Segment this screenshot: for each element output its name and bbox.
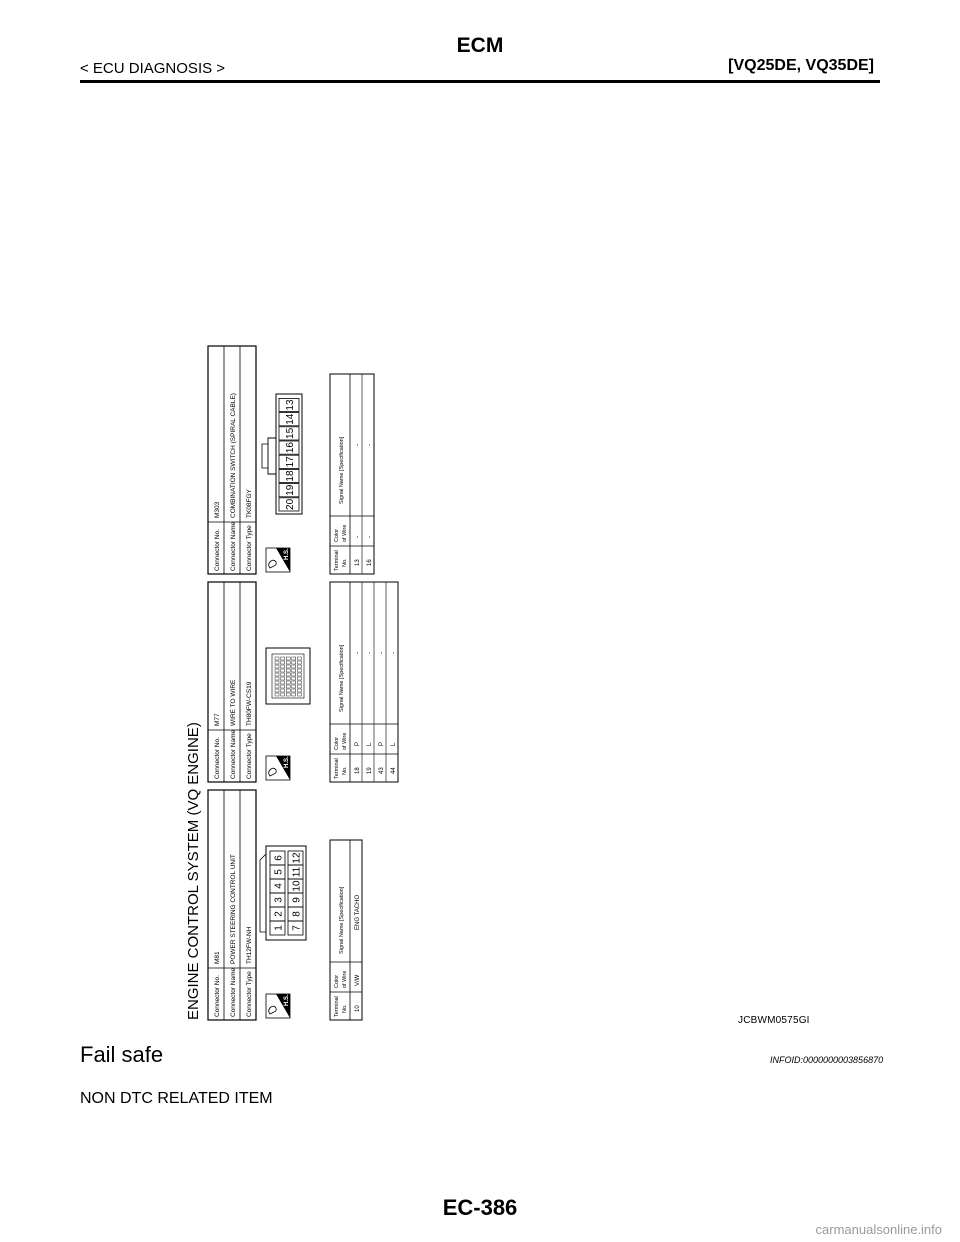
pin-number: 4: [273, 883, 285, 889]
cell-color: L: [367, 742, 373, 746]
connector-no-value: M77: [214, 713, 221, 726]
pin-slot: [292, 677, 296, 680]
connector-name-value: WIRE TO WIRE: [230, 679, 237, 726]
pin-slot: [297, 665, 301, 668]
pin-slot: [275, 673, 279, 676]
pin-slot: [292, 681, 296, 684]
th-terminal-2: No.: [342, 1004, 348, 1013]
hs-label: H.S.: [284, 756, 290, 768]
pin-slot: [297, 681, 301, 684]
connector-m77: [208, 582, 398, 782]
pin-slot: [297, 693, 301, 696]
pin-slot: [275, 669, 279, 672]
cell-signal: -: [367, 652, 373, 654]
pin-number: 16: [285, 442, 296, 454]
cell-signal: -: [355, 444, 361, 446]
cell-terminal: 10: [355, 1005, 361, 1012]
connector-name-value: POWER STEERING CONTROL UNIT: [230, 854, 237, 964]
pin-slot: [292, 673, 296, 676]
pin-number: 7: [291, 925, 303, 931]
cell-signal: -: [367, 444, 373, 446]
header-section: < ECU DIAGNOSIS >: [80, 60, 226, 77]
label-connector-no: Connector No.: [214, 529, 221, 571]
label-connector-no: Connector No.: [214, 737, 221, 779]
cell-signal: -: [379, 652, 385, 654]
th-signal: Signal Name [Specification]: [339, 436, 345, 504]
header-models: [VQ25DE, VQ35DE]: [728, 57, 874, 74]
pin-slot: [275, 689, 279, 692]
pin-number: 2: [273, 911, 285, 917]
info-id: INFOID:0000000003856870: [770, 1055, 884, 1065]
pin-slot: [286, 665, 290, 668]
cell-signal: -: [355, 652, 361, 654]
cell-color: -: [367, 536, 373, 538]
label-connector-no: Connector No.: [214, 975, 221, 1017]
pin-slot: [286, 657, 290, 660]
pin-number: 13: [285, 399, 296, 411]
watermark: carmanualsonline.info: [815, 1222, 942, 1237]
pin-number: 1: [273, 925, 285, 931]
pin-slot: [275, 693, 279, 696]
pin-number: 3: [273, 897, 285, 903]
pin-slot: [281, 657, 285, 660]
pin-slot: [286, 689, 290, 692]
pin-slot: [297, 669, 301, 672]
pin-slot: [286, 681, 290, 684]
pin-slot: [281, 665, 285, 668]
pin-slot: [292, 685, 296, 688]
pin-slot: [281, 685, 285, 688]
cell-terminal: 44: [391, 767, 397, 774]
page-header-title: ECM: [456, 34, 504, 57]
pin-number: 15: [285, 427, 296, 439]
pin-slot: [281, 669, 285, 672]
cell-color: P: [379, 741, 385, 746]
pin-number: 20: [285, 498, 296, 510]
cell-terminal: 43: [379, 767, 385, 774]
pin-number: 8: [291, 911, 303, 917]
th-color-1: Color: [334, 736, 340, 750]
connector-no-value: M303: [214, 501, 221, 518]
pin-face-m77: [266, 648, 310, 704]
th-terminal-1: Terminal: [334, 550, 340, 571]
pin-slot: [286, 669, 290, 672]
pin-number: 17: [285, 456, 296, 468]
pin-slot: [275, 681, 279, 684]
pin-slot: [297, 685, 301, 688]
pin-face-m81: [260, 846, 306, 940]
page-number: EC-386: [442, 1195, 518, 1220]
pin-slot: [297, 689, 301, 692]
pin-slot: [297, 673, 301, 676]
pin-table-m77: [330, 582, 398, 782]
pin-slot: [286, 685, 290, 688]
pin-slot: [281, 693, 285, 696]
header-rule: [80, 80, 880, 83]
pin-slot: [281, 673, 285, 676]
cell-terminal: 16: [367, 559, 373, 566]
pin-slot: [297, 661, 301, 664]
cell-terminal: 19: [367, 767, 373, 774]
th-color-1: Color: [334, 974, 340, 988]
pin-slot: [297, 657, 301, 660]
pin-slot: [281, 689, 285, 692]
th-signal: Signal Name [Specification]: [339, 886, 345, 954]
pin-face-m303: [262, 394, 302, 514]
cell-color: L: [391, 742, 397, 746]
section-title: Fail safe: [80, 1042, 164, 1067]
pin-slot: [286, 693, 290, 696]
pin-number: 10: [291, 880, 303, 892]
pin-slot: [275, 657, 279, 660]
pin-table-m81: [330, 840, 362, 1020]
cell-terminal: 18: [355, 767, 361, 774]
hs-label: H.S.: [284, 548, 290, 560]
connector-type-value: TH12FW-NH: [246, 926, 253, 964]
pin-number: 19: [285, 484, 296, 496]
cell-color: V/W: [355, 974, 361, 986]
pin-slot: [297, 677, 301, 680]
pin-number: 6: [273, 855, 285, 861]
pin-slot: [275, 661, 279, 664]
connector-m303: [208, 346, 374, 574]
pin-slot: [286, 677, 290, 680]
th-color-1: Color: [334, 528, 340, 542]
hs-badge: [266, 756, 290, 780]
th-terminal-2: No.: [342, 558, 348, 567]
pin-slot: [275, 665, 279, 668]
th-terminal-1: Terminal: [334, 996, 340, 1017]
pin-slot: [292, 661, 296, 664]
connector-no-value: M81: [214, 951, 221, 964]
th-color-2: of Wire: [342, 524, 348, 542]
cell-terminal: 13: [355, 559, 361, 566]
label-connector-name: Connector Name: [230, 521, 237, 571]
connector-diagram: [180, 320, 397, 1020]
connector-type-value: TK08FGY: [246, 489, 253, 518]
pin-slot: [292, 689, 296, 692]
hs-badge: [266, 548, 290, 572]
pin-slot: [281, 681, 285, 684]
connector-type-value: TH80FW-CS19: [246, 681, 253, 726]
section-text: NON DTC RELATED ITEM: [80, 1090, 273, 1107]
label-connector-name: Connector Name: [230, 967, 237, 1017]
pin-number: 12: [291, 852, 303, 864]
cell-signal: ENG TACHO: [355, 894, 361, 930]
th-signal: Signal Name [Specification]: [339, 644, 345, 712]
pin-slot: [292, 657, 296, 660]
pin-number: 9: [291, 897, 303, 903]
pin-number: 5: [273, 869, 285, 875]
pin-slot: [275, 677, 279, 680]
connector-name-value: COMBINATION SWITCH (SPIRAL CABLE): [230, 393, 237, 518]
pin-number: 18: [285, 470, 296, 482]
diagram-title: ENGINE CONTROL SYSTEM (VQ ENGINE): [185, 722, 202, 1020]
th-color-2: of Wire: [342, 732, 348, 750]
pin-number: 11: [291, 866, 303, 878]
cell-color: P: [355, 741, 361, 746]
pin-slot: [292, 665, 296, 668]
connector-m81: [208, 790, 362, 1020]
th-terminal-2: No.: [342, 766, 348, 775]
th-terminal-1: Terminal: [334, 758, 340, 779]
hs-label: H.S.: [284, 994, 290, 1006]
cell-signal: -: [391, 652, 397, 654]
label-connector-name: Connector Name: [230, 729, 237, 779]
pin-slot: [292, 693, 296, 696]
pin-table-m303: [330, 374, 374, 574]
pin-slot: [286, 661, 290, 664]
pin-slot: [275, 685, 279, 688]
th-color-2: of Wire: [342, 970, 348, 988]
pin-number: 14: [285, 413, 296, 425]
pin-slot: [281, 661, 285, 664]
hs-badge: [266, 994, 290, 1018]
figure-id: JCBWM0575GI: [738, 1015, 810, 1026]
label-connector-type: Connector Type: [246, 971, 253, 1017]
cell-color: -: [355, 536, 361, 538]
label-connector-type: Connector Type: [246, 733, 253, 779]
pin-slot: [292, 669, 296, 672]
pin-slot: [286, 673, 290, 676]
label-connector-type: Connector Type: [246, 525, 253, 571]
pin-slot: [281, 677, 285, 680]
